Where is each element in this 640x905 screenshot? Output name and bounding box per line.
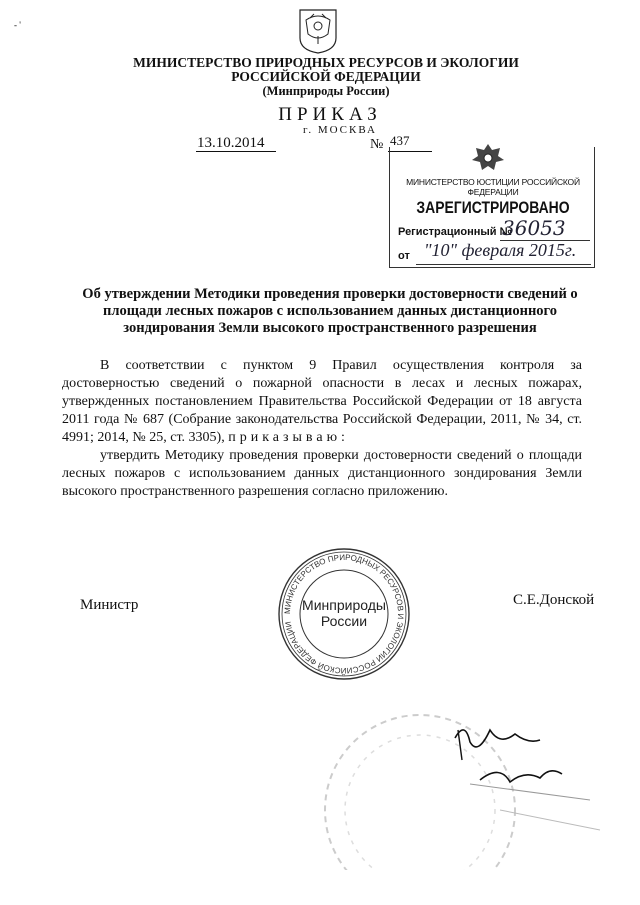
stamp-date-underline bbox=[416, 264, 591, 265]
stamp-number: 36053 bbox=[502, 216, 566, 240]
signer-position: Министр bbox=[80, 597, 139, 613]
handwritten-signature bbox=[300, 690, 610, 870]
body-paragraph-1 bbox=[62, 357, 582, 447]
seal-center-line1: Минприроды bbox=[302, 597, 386, 613]
ministry-name-line1: МИНИСТЕРСТВО ПРИРОДНЫХ РЕСУРСОВ И ЭКОЛОГИИ bbox=[133, 55, 519, 70]
stamp-number-label: Регистрационный № bbox=[398, 226, 512, 238]
ministry-seal bbox=[276, 546, 412, 682]
document-date: 13.10.2014 bbox=[197, 135, 265, 151]
stamp-date-label: от bbox=[398, 250, 410, 262]
number-sign: № bbox=[370, 137, 384, 152]
body-paragraph-2: утвердить Методику проведения проверки достоверности сведений о площади лесных пожаров с использованием данных дистанционного зондирования Земли высокого пространственного разрешения согласно приложению. bbox=[62, 448, 582, 499]
date-underline bbox=[196, 151, 276, 152]
document-city: г. МОСКВА bbox=[303, 124, 377, 136]
ministry-name-line2: РОССИЙСКОЙ ФЕДЕРАЦИИ bbox=[231, 69, 421, 84]
document-type: ПРИКАЗ bbox=[278, 104, 382, 125]
order-title: Об утверждении Методики проведения проверки достоверности сведений о площади лесных пожаров с использованием данных дистанционного зондирования Земли высокого пространственного разрешения bbox=[82, 286, 578, 336]
preamble-text: В соответствии с пунктом 9 Правил осуществления контроля за достоверностью сведений о пожарной опасности в лесах и лесных пожарах, утвержденных постановлением Правительства Российской Федерации от 18 августа 2011 года № 687 (Собрание законодательства Российской Федерации, 2011, № 34, ст. 4991; 2014, № 25, ст. 3305), bbox=[62, 358, 582, 445]
order-body bbox=[62, 357, 582, 501]
coat-of-arms-icon bbox=[296, 8, 340, 54]
corner-mark: - ' bbox=[14, 20, 21, 30]
stamp-status: ЗАРЕГИСТРИРОВАНО bbox=[416, 198, 570, 217]
seal-ring-text: МИНИСТЕРСТВО ПРИРОДНЫХ РЕСУРСОВ И ЭКОЛОГИИ РОССИЙСКОЙ ФЕДЕРАЦИИ bbox=[282, 552, 406, 676]
stamp-organization: МИНИСТЕРСТВО ЮСТИЦИИ РОССИЙСКОЙ ФЕДЕРАЦИИ bbox=[406, 177, 580, 197]
signer-name: С.Е.Донской bbox=[513, 592, 595, 608]
prikazyvayu: приказываю: bbox=[228, 430, 349, 445]
document-number: 437 bbox=[390, 133, 410, 148]
eagle-emblem-icon bbox=[470, 140, 506, 176]
ministry-header bbox=[0, 56, 640, 98]
stamp-date: "10" февраля 2015г. bbox=[424, 240, 577, 260]
ministry-short-name: (Минприроды России) bbox=[262, 84, 390, 98]
seal-center-line2: России bbox=[320, 613, 368, 629]
